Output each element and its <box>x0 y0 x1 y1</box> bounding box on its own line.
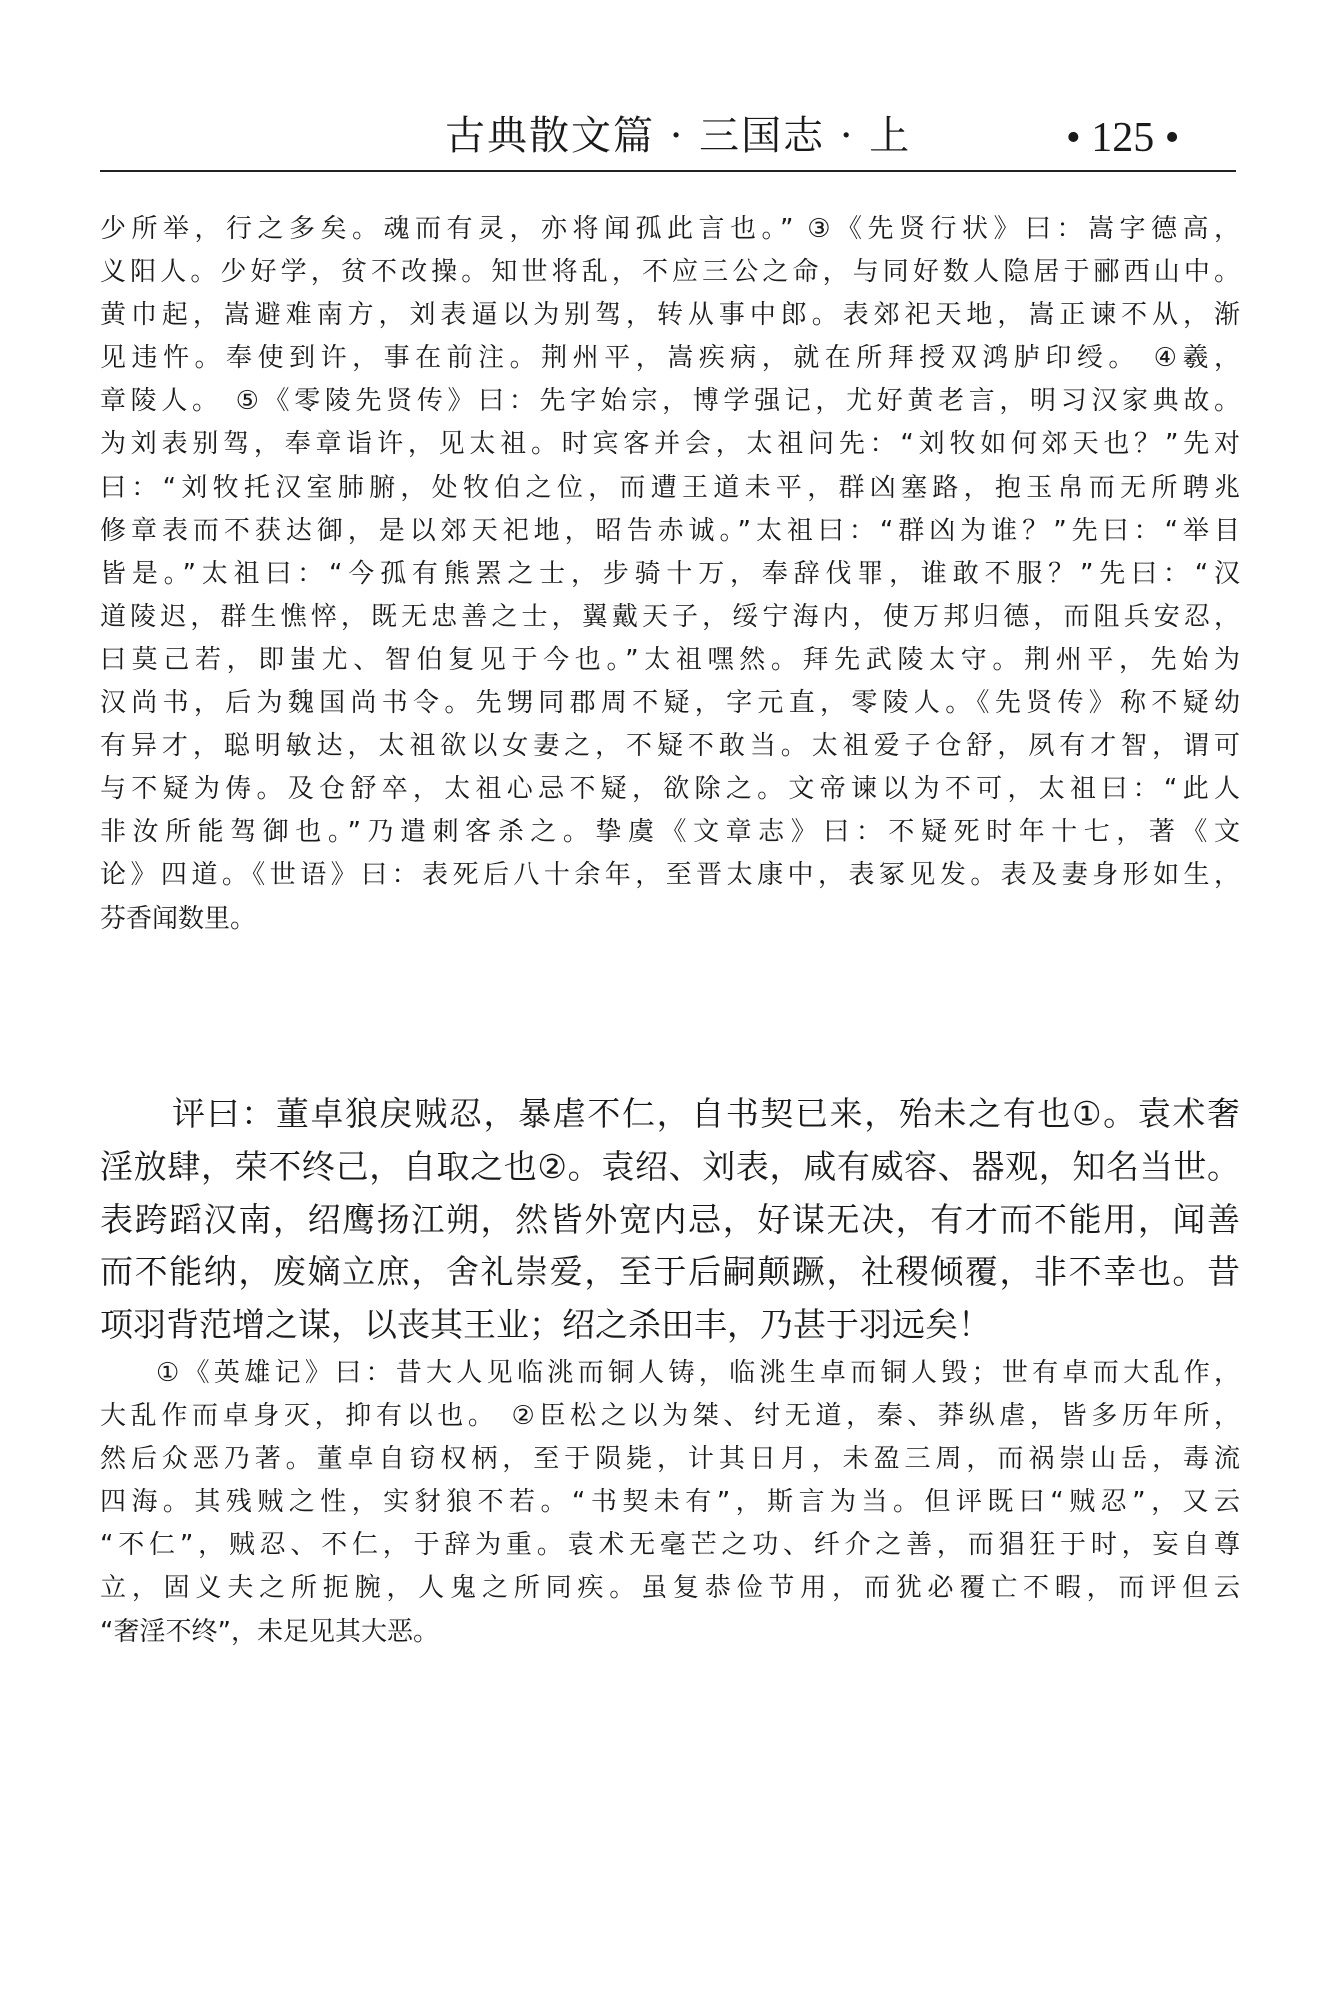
main-text-line: 项羽背范增之谋，以丧其王业；绍之杀田丰，乃甚于羽远矣！ <box>100 1305 991 1345</box>
annotation-line: 有异才，聪明敏达，太祖欲以女妻之，不疑不敢当。太祖爱子仓舒，夙有才智，谓可 <box>100 731 1240 762</box>
annotation-line: 见违忤。奉使到许，事在前注。荆州平，嵩疾病，就在所拜授双鸿胪印绶。 ④羲， <box>100 343 1240 374</box>
main-text-line: 淫放肆，荣不终己，自取之也②。袁绍、刘表，咸有威容、器观，知名当世。 <box>100 1146 1240 1186</box>
annotation-line: 与不疑为俦。及仓舒卒，太祖心忌不疑，欲除之。文帝谏以为不可，太祖曰：“此人 <box>100 774 1240 805</box>
page-number: • 125 • <box>1066 115 1180 161</box>
main-text-paragraph <box>100 1088 1240 1352</box>
annotation-line: “奢淫不终”，未足见其大恶。 <box>100 1616 439 1647</box>
annotation-line: 黄巾起，嵩避难南方，刘表逼以为别驾，转从事中郎。表郊祀天地，嵩正谏不从，渐 <box>100 300 1240 331</box>
annotation-line: 曰莫己若，即蚩尤、智伯复见于今也。”太祖嘿然。拜先武陵太守。荆州平，先始为 <box>100 644 1240 675</box>
annotation-line: 芬香闻数里。 <box>100 903 257 934</box>
main-text-line: 而不能纳，废嫡立庶，舍礼崇爱，至于后嗣颠蹶，社稷倾覆，非不幸也。昔 <box>100 1252 1240 1292</box>
annotation-line: 曰：“刘牧托汉室肺腑，处牧伯之位，而遭王道未平，群凶塞路，抱玉帛而无所聘兆 <box>100 472 1240 503</box>
annotation-line: 立，固义夫之所扼腕，人鬼之所同疾。虽复恭俭节用，而犹必覆亡不暇，而评但云 <box>100 1573 1240 1604</box>
annotation-line: 论》四道。《世语》曰：表死后八十余年，至晋太康中，表冢见发。表及妻身形如生， <box>100 860 1240 891</box>
annotation-line: “不仁”，贼忍、不仁，于辞为重。袁术无毫芒之功、纤介之善，而猖狂于时，妄自尊 <box>100 1530 1240 1561</box>
running-header-title: 古典散文篇 · 三国志 · 上 <box>445 113 912 159</box>
annotation-line: 道陵迟，群生憔悴，既无忠善之士，翼戴天子，绥宁海内，使万邦归德，而阻兵安忍， <box>100 601 1240 632</box>
annotation-line: ①《英雄记》曰：昔大人见临洮而铜人铸，临洮生卓而铜人毁；世有卓而大乱作， <box>156 1358 1240 1388</box>
annotation-line: 章陵人。 ⑤《零陵先贤传》曰：先字始宗，博学强记，尤好黄老言，明习汉家典故。 <box>100 386 1240 417</box>
main-text-line: 评曰：董卓狼戾贼忍，暴虐不仁，自书契已来，殆未之有也①。袁术奢 <box>172 1094 1240 1133</box>
annotation-line: 义阳人。少好学，贫不改操。知世将乱，不应三公之命，与同好数人隐居于郦西山中。 <box>100 257 1240 288</box>
annotation-line: 非汝所能驾御也。”乃遣刺客杀之。挚虞《文章志》曰：不疑死时年十七，著《文 <box>100 817 1240 848</box>
annotation-line: 然后众恶乃著。董卓自窃权柄，至于陨毙，计其日月，未盈三周，而祸崇山岳，毒流 <box>100 1444 1240 1475</box>
annotation-line: 汉尚书，后为魏国尚书令。先甥同郡周不疑，字元直，零陵人。《先贤传》称不疑幼 <box>100 688 1240 719</box>
main-text-line: 表跨蹈汉南，绍鹰扬江朔，然皆外宽内忌，好谋无决，有才而不能用，闻善 <box>100 1199 1240 1239</box>
annotation-block-bottom <box>100 1352 1240 1654</box>
annotation-line: 为刘表别驾，奉章诣许，见太祖。时宾客并会，太祖问先：“刘牧如何郊天也？”先对 <box>100 429 1240 460</box>
annotation-line: 皆是。”太祖曰：“今孤有熊罴之士，步骑十万，奉辞伐罪，谁敢不服？”先曰：“汉 <box>100 558 1240 589</box>
annotation-line: 大乱作而卓身灭，抑有以也。 ②臣松之以为桀、纣无道，秦、莽纵虐，皆多历年所， <box>100 1401 1240 1432</box>
annotation-line: 修章表而不获达御，是以郊天祀地，昭告赤诚。”太祖曰：“群凶为谁？”先曰：“举目 <box>100 515 1240 546</box>
annotation-block-top <box>100 208 1240 941</box>
header-rule <box>100 170 1236 172</box>
annotation-line: 四海。其残贼之性，实豺狼不若。“书契未有”，斯言为当。但评既曰“贼忍”，又云 <box>100 1487 1240 1518</box>
annotation-line: 少所举，行之多矣。魂而有灵，亦将闻孤此言也。” ③《先贤行状》曰：嵩字德高， <box>100 214 1240 244</box>
